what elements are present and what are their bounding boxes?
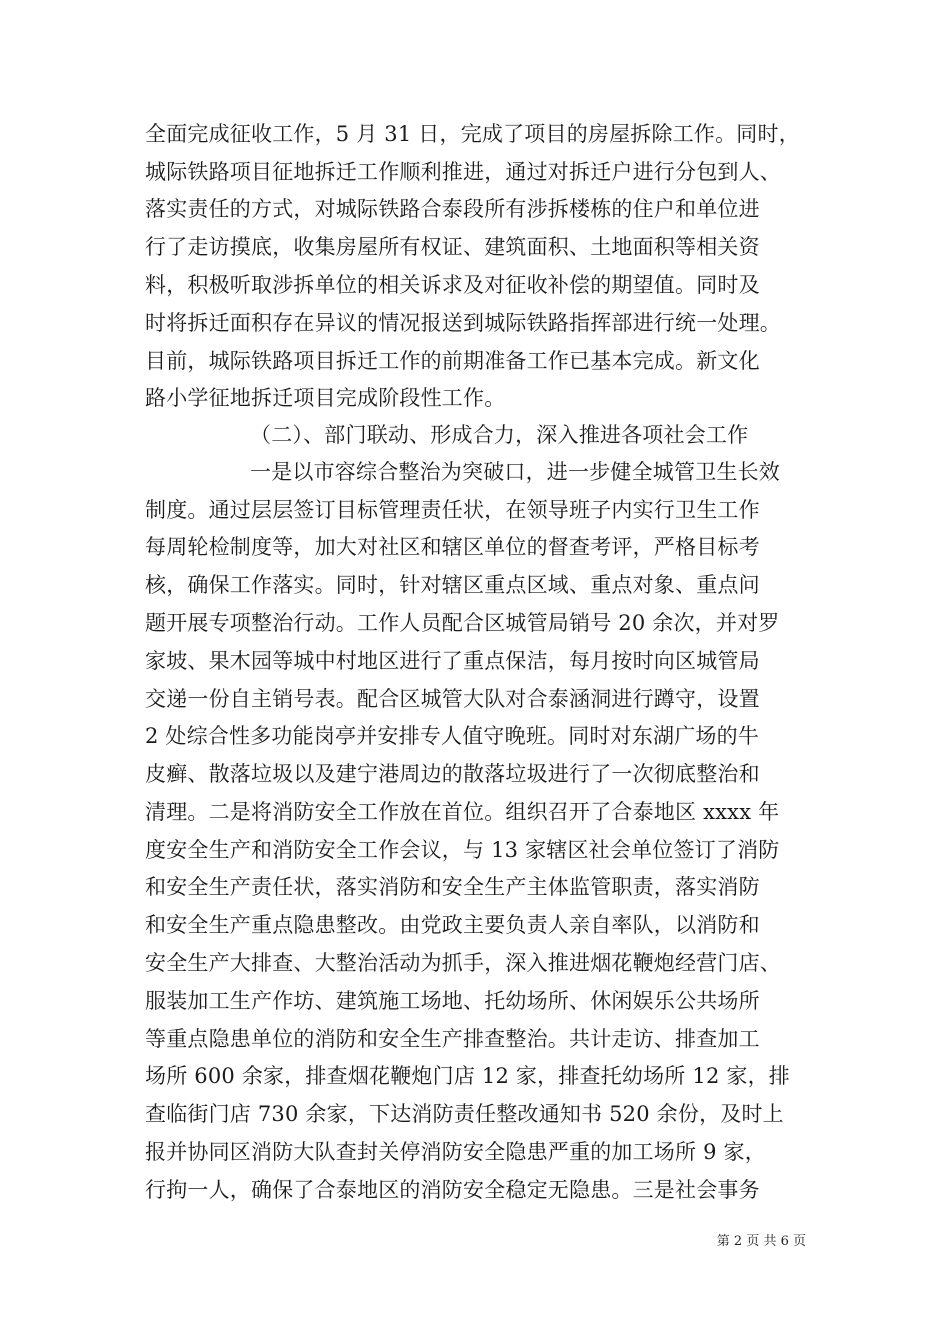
body-line-28: 报并协同区消防大队查封关停消防安全隐患严重的加工场所 9 家， — [145, 1140, 766, 1164]
body-line-20: 度安全生产和消防安全工作会议，与 13 家辖区社会单位签订了消防 — [145, 838, 780, 862]
paragraph-first-line: 一是以市容综合整治为突破口，进一步健全城管卫生长效 — [250, 460, 780, 484]
body-line-25: 等重点隐患单位的消防和安全生产排查整治。共计走访、排查加工 — [145, 1027, 760, 1051]
body-line-17: 2 处综合性多功能岗亭并安排专人值守晚班。同时对东湖广场的牛 — [145, 724, 760, 748]
body-line-16: 交递一份自主销号表。配合区城管大队对合泰涵洞进行蹲守，设置 — [145, 687, 760, 711]
body-line-12: 每周轮检制度等，加大对社区和辖区单位的督查考评，严格目标考 — [145, 535, 760, 559]
body-line-3: 落实责任的方式，对城际铁路合泰段所有涉拆楼栋的住户和单位进 — [145, 197, 760, 221]
body-line-5: 料，积极听取涉拆单位的相关诉求及对征收补偿的期望值。同时及 — [145, 273, 760, 297]
body-line-24: 服装加工生产作坊、建筑施工场地、托幼场所、休闲娱乐公共场所 — [145, 989, 760, 1013]
body-line-11: 制度。通过层层签订目标管理责任状，在领导班子内实行卫生工作 — [145, 498, 760, 522]
body-line-27: 查临街门店 730 余家，下达消防责任整改通知书 520 余份，及时上 — [145, 1102, 784, 1126]
body-line-7: 目前，城际铁路项目拆迁工作的前期准备工作已基本完成。新文化 — [145, 349, 760, 373]
body-line-22: 和安全生产重点隐患整改。由党政主要负责人亲自率队，以消防和 — [145, 913, 760, 937]
body-line-2: 城际铁路项目征地拆迁工作顺利推进，通过对拆迁户进行分包到人、 — [145, 160, 781, 184]
body-line-14: 题开展专项整治行动。工作人员配合区城管局销号 20 余次，并对罗 — [145, 611, 780, 635]
body-line-18: 皮癣、散落垃圾以及建宁港周边的散落垃圾进行了一次彻底整治和 — [145, 762, 760, 786]
page-footer: 第 2 页 共 6 页 — [716, 1234, 806, 1249]
body-line-1: 全面完成征收工作，5 月 31 日，完成了项目的房屋拆除工作。同时， — [145, 122, 800, 146]
body-line-13: 核，确保工作落实。同时，针对辖区重点区域、重点对象、重点问 — [145, 573, 760, 597]
body-line-29: 行拘一人，确保了合泰地区的消防安全稳定无隐患。三是社会事务 — [145, 1178, 760, 1202]
body-line-8: 路小学征地拆迁项目完成阶段性工作。 — [145, 386, 506, 410]
body-line-19: 清理。二是将消防安全工作放在首位。组织召开了合泰地区 xxxx 年 — [145, 800, 780, 824]
body-line-21: 和安全生产责任状，落实消防和安全生产主体监管职责，落实消防 — [145, 875, 760, 899]
body-line-26: 场所 600 余家，排查烟花鞭炮门店 12 家，排查托幼场所 12 家，排 — [145, 1064, 790, 1088]
body-line-4: 行了走访摸底，收集房屋所有权证、建筑面积、土地面积等相关资 — [145, 235, 760, 259]
body-line-23: 安全生产大排查、大整治活动为抓手，深入推进烟花鞭炮经营门店、 — [145, 951, 781, 975]
body-line-15: 家坡、果木园等城中村地区进行了重点保洁，每月按时向区城管局 — [145, 649, 760, 673]
section-heading: （二）、部门联动、形成合力，深入推进各项社会工作 — [250, 423, 749, 447]
body-line-6: 时将拆迁面积存在异议的情况报送到城际铁路指挥部进行统一处理。 — [145, 311, 781, 335]
